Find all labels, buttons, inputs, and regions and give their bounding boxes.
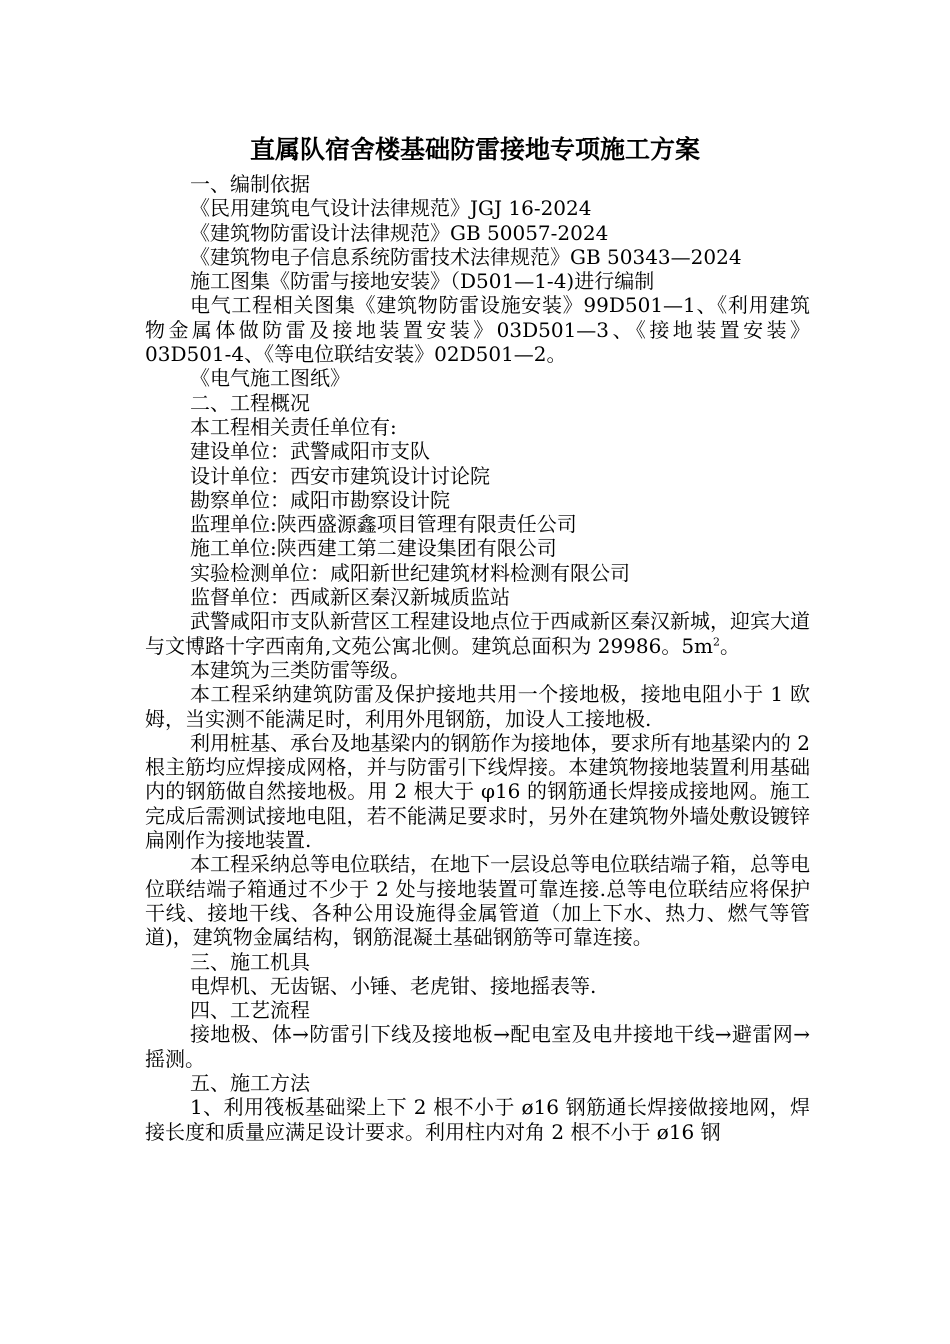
section-heading-method: 五、施工方法 — [190, 1070, 310, 1095]
party-line: 施工单位:陕西建工第二建设集团有限公司 — [190, 536, 557, 561]
body-paragraph: 利用桩基、承台及地基梁内的钢筋作为接地体，要求所有地基梁内的 2 根主筋均应焊接成网格，并与防雷引下线焊接。本建筑物接地装置利用基础内的钢筋做自然接地极。用 2 根大于 φ16 的钢筋通长焊接成接地网。施工完成后需测试接地电阻，若不能满足要求时，另外在建筑物外墙处敷设镀锌扁刚作为接地装置. — [145, 730, 810, 853]
section-heading-basis: 一、编制依据 — [190, 172, 310, 196]
reference-item: 《建筑物防雷设计法律规范》GB 50057-2024 — [190, 220, 609, 245]
body-paragraph: 本工程采纳总等电位联结，在地下一层设总等电位联结端子箱，总等电位联结端子箱通过不少于 2 处与接地装置可靠连接.总等电位联结应将保护干线、接地干线、各种公用设施得金属管道（加上下水、热力、燃气等管道)，建筑物金属结构，钢筋混凝土基础钢筋等可靠连接。 — [145, 852, 810, 950]
party-line: 监理单位:陕西盛源鑫项目管理有限责任公司 — [190, 512, 577, 537]
party-line: 监督单位：西咸新区秦汉新城质监站 — [190, 585, 510, 610]
body-line: 本建筑为三类防雷等级。 — [190, 657, 410, 682]
location-text: 武警咸阳市支队新营区工程建设地点位于西咸新区秦汉新城，迎宾大道与文博路十字西南角,文苑公寓北侧。建筑总面积为 29986。5m — [145, 609, 810, 658]
party-line: 实验检测单位：咸阳新世纪建筑材料检测有限公司 — [190, 560, 630, 585]
location-tail: 。 — [720, 633, 741, 658]
reference-item: 《建筑物电子信息系统防雷技术法律规范》GB 50343—2024 — [190, 244, 742, 269]
reference-item: 《电气施工图纸》 — [190, 366, 350, 391]
body-paragraph: 1、利用筏板基础梁上下 2 根不小于 ø16 钢筋通长焊接做接地网，焊接长度和质量应满足设计要求。利用柱内对角 2 根不小于 ø16 钢 — [145, 1095, 810, 1144]
area-superscript: 2 — [713, 634, 721, 648]
party-line: 勘察单位：咸阳市勘察设计院 — [190, 487, 450, 512]
section-heading-overview: 二、工程概况 — [190, 390, 310, 415]
location-paragraph — [145, 609, 810, 658]
reference-item: 《民用建筑电气设计法律规范》JGJ 16-2024 — [190, 196, 592, 221]
body-paragraph: 本工程采纳建筑防雷及保护接地共用一个接地极，接地电阻小于 1 欧姆，当实测不能满足时，利用外甩钢筋，加设人工接地极. — [145, 682, 810, 731]
document-title: 直属队宿舍楼基础防雷接地专项施工方案 — [249, 135, 700, 164]
body-line: 本工程相关责任单位有: — [190, 414, 397, 439]
reference-paragraph: 电气工程相关图集《建筑物防雷设施安装》99D501—1、《利用建筑物金属体做防雷及接地装置安装》03D501—3、《接地装置安装》03D501-4、《等电位联结安装》02D501—2。 — [145, 293, 810, 367]
section-heading-tools: 三、施工机具 — [190, 949, 310, 974]
party-line: 建设单位：武警咸阳市支队 — [190, 439, 430, 464]
section-heading-process: 四、工艺流程 — [190, 998, 310, 1023]
document-body — [145, 172, 810, 1144]
party-line: 设计单位：西安市建筑设计讨论院 — [190, 463, 490, 488]
body-paragraph: 接地极、体→防雷引下线及接地板→配电室及电井接地干线→避雷网→摇测。 — [145, 1022, 810, 1071]
reference-item: 施工图集《防雷与接地安装》（D501—1-4)进行编制 — [190, 269, 655, 294]
body-line: 电焊机、无齿锯、小锤、老虎钳、接地摇表等. — [190, 973, 597, 998]
